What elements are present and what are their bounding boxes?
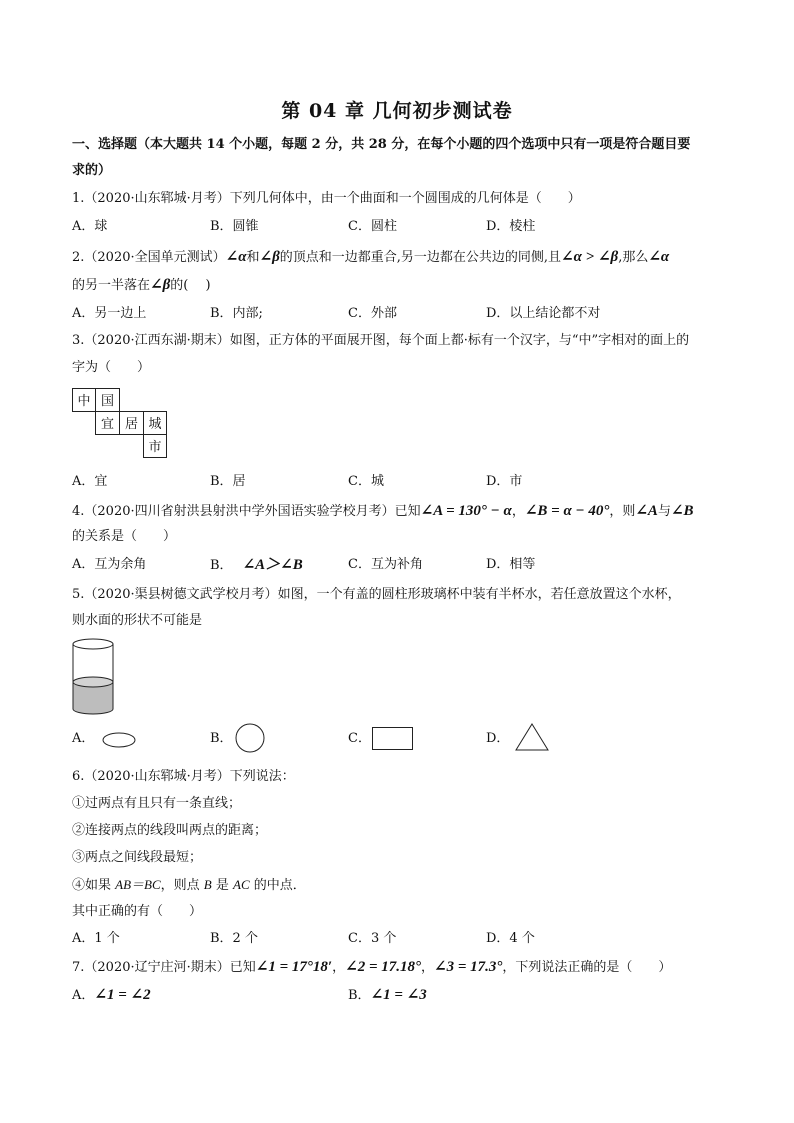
q6-statement-2: ②连接两点的线段叫两点的距离； <box>72 823 268 838</box>
q4-prefix: 4.（2020·四川省射洪县射洪中学外国语实验学校月考）已知 <box>72 504 421 519</box>
question-3-line2: 字为（ ） <box>72 360 151 375</box>
q2-angle-alpha-2: ∠α <box>648 249 670 265</box>
q4-option-c: C．互为补角 <box>348 557 423 572</box>
q5-option-a: A． <box>72 731 95 746</box>
q4-sep: ， <box>511 504 525 519</box>
q7-option-a-expr: ∠1 = ∠2 <box>94 987 151 1003</box>
page-title: 第 04 章 几何初步测试卷 <box>281 100 513 122</box>
q7-sep-1: ， <box>332 960 346 975</box>
water-surface <box>73 677 113 687</box>
q2-angle-beta: ∠β <box>259 249 280 265</box>
q6-statement-4 <box>72 876 306 895</box>
q6-item4-ac: AC <box>233 877 250 892</box>
q4-angle-b: ∠B <box>670 503 694 519</box>
q6-option-a: A．1 个 <box>72 931 120 946</box>
question-1-stem: 1.（2020·山东郓城·月考）下列几何体中，由一个曲面和一个圆围成的几何体是（ ） <box>72 191 581 206</box>
q2-angle-alpha: ∠α <box>225 249 247 265</box>
q7-option-a-label: A． <box>72 988 95 1003</box>
q2-option-d: D．以上结论都不对 <box>486 306 601 321</box>
q4-option-b <box>210 556 303 575</box>
q2-mid2: 的顶点和一边都重合,另一边都在公共边的同侧,且 <box>279 250 562 265</box>
question-2-line2 <box>72 276 211 295</box>
q7-suffix: ，下列说法正确的是（ ） <box>502 960 672 975</box>
question-7-stem <box>72 958 671 977</box>
q1-option-a: A．球 <box>72 219 108 234</box>
q1-option-b: B．圆锥 <box>210 219 259 234</box>
rectangle-shape <box>371 726 415 752</box>
q7-expr-2: ∠2 = 17.18° <box>345 959 421 975</box>
q6-item4-prefix: ④如果 <box>72 878 116 893</box>
q2-line2-suffix: 的( ) <box>170 278 211 293</box>
question-5-line2: 则水面的形状不可能是 <box>72 613 203 628</box>
q7-prefix: 7.（2020·辽宁庄河·期末）已知 <box>72 960 256 975</box>
q7-option-b <box>348 986 427 1005</box>
q4-option-b-label: B． <box>210 558 233 573</box>
q7-sep-2: ， <box>421 960 435 975</box>
q6-item4-suffix: 的中点． <box>249 878 306 893</box>
q2-condition: ∠α > ∠β <box>561 249 619 265</box>
q4-option-b-expr: ∠A＞∠B <box>242 557 303 573</box>
q4-and: 与 <box>657 504 671 519</box>
q7-expr-3: ∠3 = 17.3° <box>434 959 503 975</box>
q3-option-a: A．宜 <box>72 474 108 489</box>
q6-option-c: C．3 个 <box>348 931 397 946</box>
q2-angle-beta-2: ∠β <box>150 277 171 293</box>
question-5-line1: 5.（2020·渠县树德文武学校月考）如图，一个有盖的圆柱形玻璃杯中装有半杯水，若任意放置这个水杯， <box>72 587 681 602</box>
q2-option-b: B．内部; <box>210 306 263 321</box>
q6-option-b: B．2 个 <box>210 931 258 946</box>
question-4-line1 <box>72 502 694 521</box>
q1-option-c: C．圆柱 <box>348 219 397 234</box>
q6-item4-expr: AB＝BC <box>115 877 161 892</box>
q4-option-d: D．相等 <box>486 557 536 572</box>
question-6-stem: 6.（2020·山东郓城·月考）下列说法： <box>72 769 295 784</box>
q6-option-d: D．4 个 <box>486 931 535 946</box>
net-char-yi: 宜 <box>100 417 115 432</box>
q6-item4-mid: ，则点 <box>160 878 204 893</box>
section-heading-line1: 一、选择题（本大题共 14 个小题，每题 2 分，共 28 分，在每个小题的四个选项中只有一项是符合题目要 <box>72 137 691 152</box>
net-char-guo: 国 <box>100 394 115 409</box>
section-heading-line2: 求的） <box>72 163 112 178</box>
q2-prefix: 2.（2020·全国单元测试） <box>72 250 226 265</box>
q6-statement-1: ①过两点有且只有一条直线； <box>72 796 242 811</box>
cup-lid <box>73 639 113 649</box>
q3-option-b: B．居 <box>210 474 246 489</box>
q7-expr-1: ∠1 = 17°18′ <box>255 959 333 975</box>
net-char-zhong: 中 <box>77 394 91 409</box>
q6-question: 其中正确的有（ ） <box>72 904 203 919</box>
q6-item4-mid2: 是 <box>211 878 233 893</box>
q3-option-d: D．市 <box>486 474 523 489</box>
q2-option-c: C．外部 <box>348 306 397 321</box>
q5-option-d: D． <box>486 731 510 746</box>
q4-option-a: A．互为余角 <box>72 557 147 572</box>
q2-mid3: ,那么 <box>618 250 649 265</box>
q7-option-b-label: B． <box>348 988 371 1003</box>
q3-option-c: C．城 <box>348 474 384 489</box>
q4-mid: ，则 <box>609 504 636 519</box>
q6-item4-b: B <box>203 877 212 892</box>
question-2-line1 <box>72 248 669 267</box>
q5-option-c: C． <box>348 731 371 746</box>
q4-angle-a: ∠A <box>635 503 658 519</box>
question-4-line2: 的关系是（ ） <box>72 529 177 544</box>
net-char-shi: 市 <box>148 440 162 455</box>
ellipse-shape <box>101 731 137 749</box>
q7-option-b-expr: ∠1 = ∠3 <box>370 987 427 1003</box>
net-char-cheng: 城 <box>148 417 162 432</box>
q2-mid1: 和 <box>246 250 260 265</box>
circle-shape <box>234 722 268 754</box>
q2-option-a: A．另一边上 <box>72 306 147 321</box>
q5-option-b: B． <box>210 731 233 746</box>
q6-statement-3: ③两点之间线段最短； <box>72 850 203 865</box>
cylinder-cup-figure <box>70 636 116 716</box>
net-char-ju: 居 <box>124 417 139 432</box>
q4-expr-b: ∠B = α − 40° <box>524 503 610 519</box>
q1-option-d: D．棱柱 <box>486 219 536 234</box>
question-3-line1: 3.（2020·江西东湖·期末）如图，正方体的平面展开图，每个面上都·标有一个汉字，与“中”字相对的面上的 <box>72 333 690 348</box>
cube-net-figure <box>72 388 168 464</box>
triangle-shape <box>514 722 550 752</box>
q2-line2-prefix: 的另一半落在 <box>72 278 151 293</box>
q4-expr-a: ∠A = 130° − α <box>420 503 512 519</box>
q7-option-a <box>72 986 151 1005</box>
